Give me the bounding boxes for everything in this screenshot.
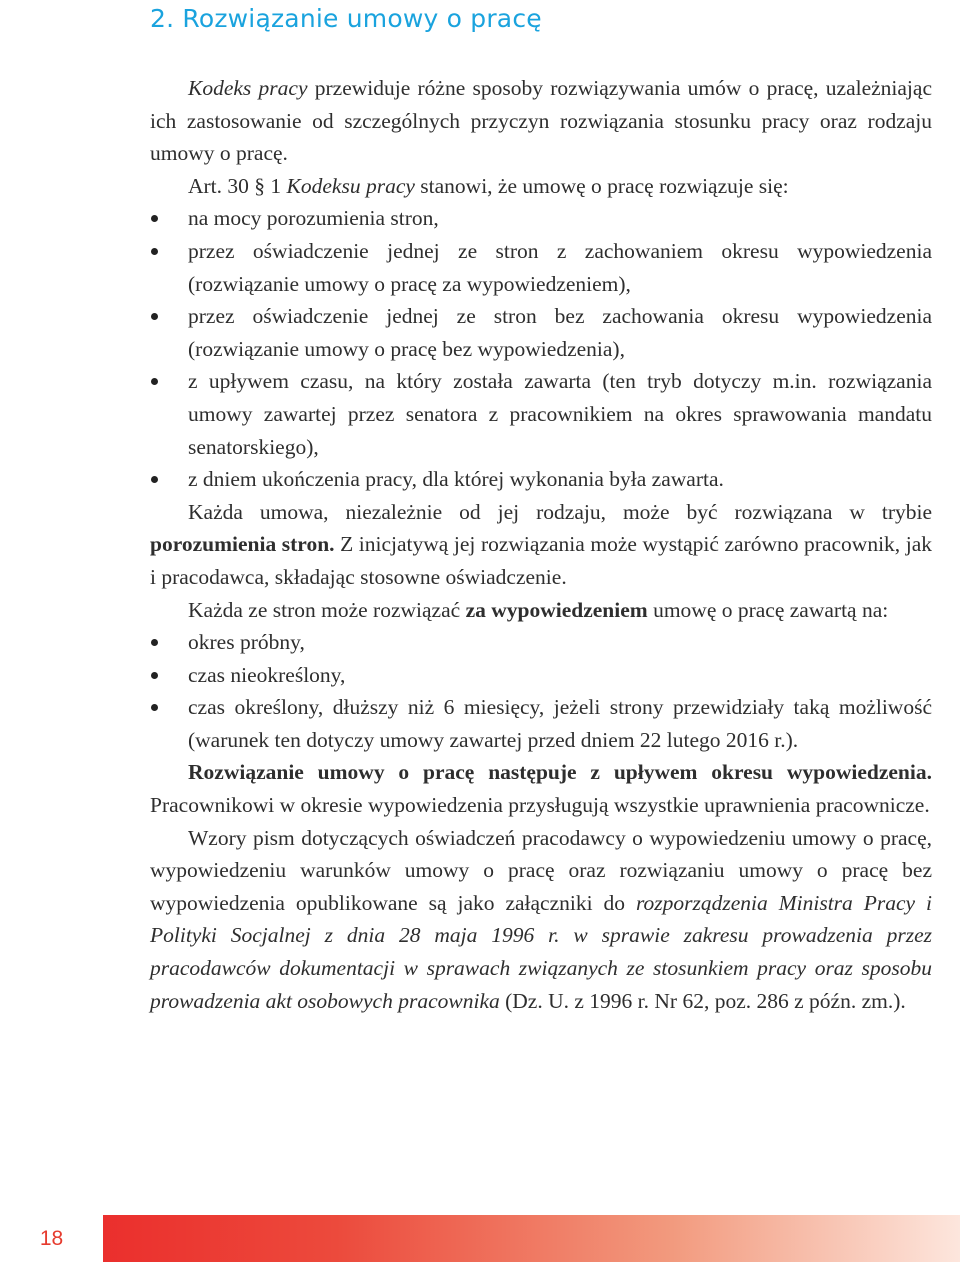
main-content — [150, 72, 932, 1017]
agreement-paragraph — [150, 496, 932, 594]
agreement-bold: porozumienia stron. — [150, 532, 335, 557]
termination-modes-list — [150, 202, 932, 495]
art30-paragraph — [150, 170, 932, 203]
list-item: z upływem czasu, na który została zawarta (ten tryb dotyczy m.in. rozwiązania umowy zawartej przez senatora z pracownikiem na okres sprawowania mandatu senatorskiego), — [150, 365, 932, 463]
section-title: 2. Rozwiązanie umowy o pracę — [150, 4, 542, 33]
page-number: 18 — [0, 1215, 103, 1262]
list-item: okres próbny, — [150, 626, 932, 659]
agreement-text-a: Każda umowa, niezależnie od jej rodzaju, może być rozwiązana w trybie — [188, 499, 932, 524]
notice-text-a: Każda ze stron może rozwiązać — [188, 597, 466, 622]
templates-text-b: (Dz. U. z 1996 r. Nr 62, poz. 286 z późn. zm.). — [499, 988, 906, 1013]
art30-suffix: stanowi, że umowę o pracę rozwiązuje się: — [414, 173, 789, 198]
list-item: czas nieokreślony, — [150, 659, 932, 692]
art30-italic-term: Kodeksu pracy — [286, 173, 415, 198]
art30-prefix: Art. 30 § 1 — [188, 173, 287, 198]
regulation-title: rozporządzenia Ministra Pracy i Polityki Socjalnej z dnia 28 maja 1996 r. w sprawie zakresu prowadzenia przez pracodawców dokumentacji w sprawach związanych ze stosunkiem pracy oraz sposobu prowadzenia akt osobowych pracownika — [150, 890, 932, 1013]
notice-effect-text: Pracownikowi w okresie wypowiedzenia przysługują wszystkie uprawnienia pracownicze. — [150, 793, 930, 818]
contract-types-list — [150, 626, 932, 756]
footer-bar — [0, 1215, 960, 1262]
notice-effect-paragraph — [150, 756, 932, 821]
templates-text-a: Wzory pism dotyczących oświadczeń pracodawcy o wypowiedzeniu umowy o pracę, wypowiedzeniu warunków umowy o pracę oraz rozwiązaniu umowy o pracę bez wypowiedzenia opublikowane są jako załączniki do — [150, 825, 932, 915]
notice-text-b: umowę o pracę zawartą na: — [647, 597, 889, 622]
list-item: czas określony, dłuższy niż 6 miesięcy, jeżeli strony przewidziały taką możliwość (warunek ten dotyczy umowy zawartej przed dniem 22 lutego 2016 r.). — [150, 691, 932, 756]
intro-text: przewiduje różne sposoby rozwiązywania umów o pracę, uzależniając ich zastosowanie od szczególnych przyczyn rozwiązania stosunku pracy oraz rodzaju umowy o pracę. — [150, 76, 932, 166]
templates-paragraph — [150, 822, 932, 1018]
list-item: przez oświadczenie jednej ze stron z zachowaniem okresu wypowiedzenia (rozwiązanie umowy o pracę za wypowiedzeniem), — [150, 235, 932, 300]
agreement-text-b: Z inicjatywą jej rozwiązania może wystąpić zarówno pracownik, jak i pracodawca, składając stosowne oświadczenie. — [150, 532, 932, 589]
list-item: na mocy porozumienia stron, — [150, 202, 932, 235]
notice-paragraph — [150, 594, 932, 627]
intro-italic-term: Kodeks pracy — [188, 76, 308, 100]
notice-effect-bold: Rozwiązanie umowy o pracę następuje z upływem okresu wypowiedzenia. — [188, 760, 932, 785]
list-item: przez oświadczenie jednej ze stron bez zachowania okresu wypowiedzenia (rozwiązanie umowy o pracę bez wypowiedzenia), — [150, 300, 932, 365]
notice-bold: za wypowiedzeniem — [465, 597, 648, 622]
intro-paragraph — [150, 72, 932, 170]
list-item: z dniem ukończenia pracy, dla której wykonania była zawarta. — [150, 463, 932, 496]
